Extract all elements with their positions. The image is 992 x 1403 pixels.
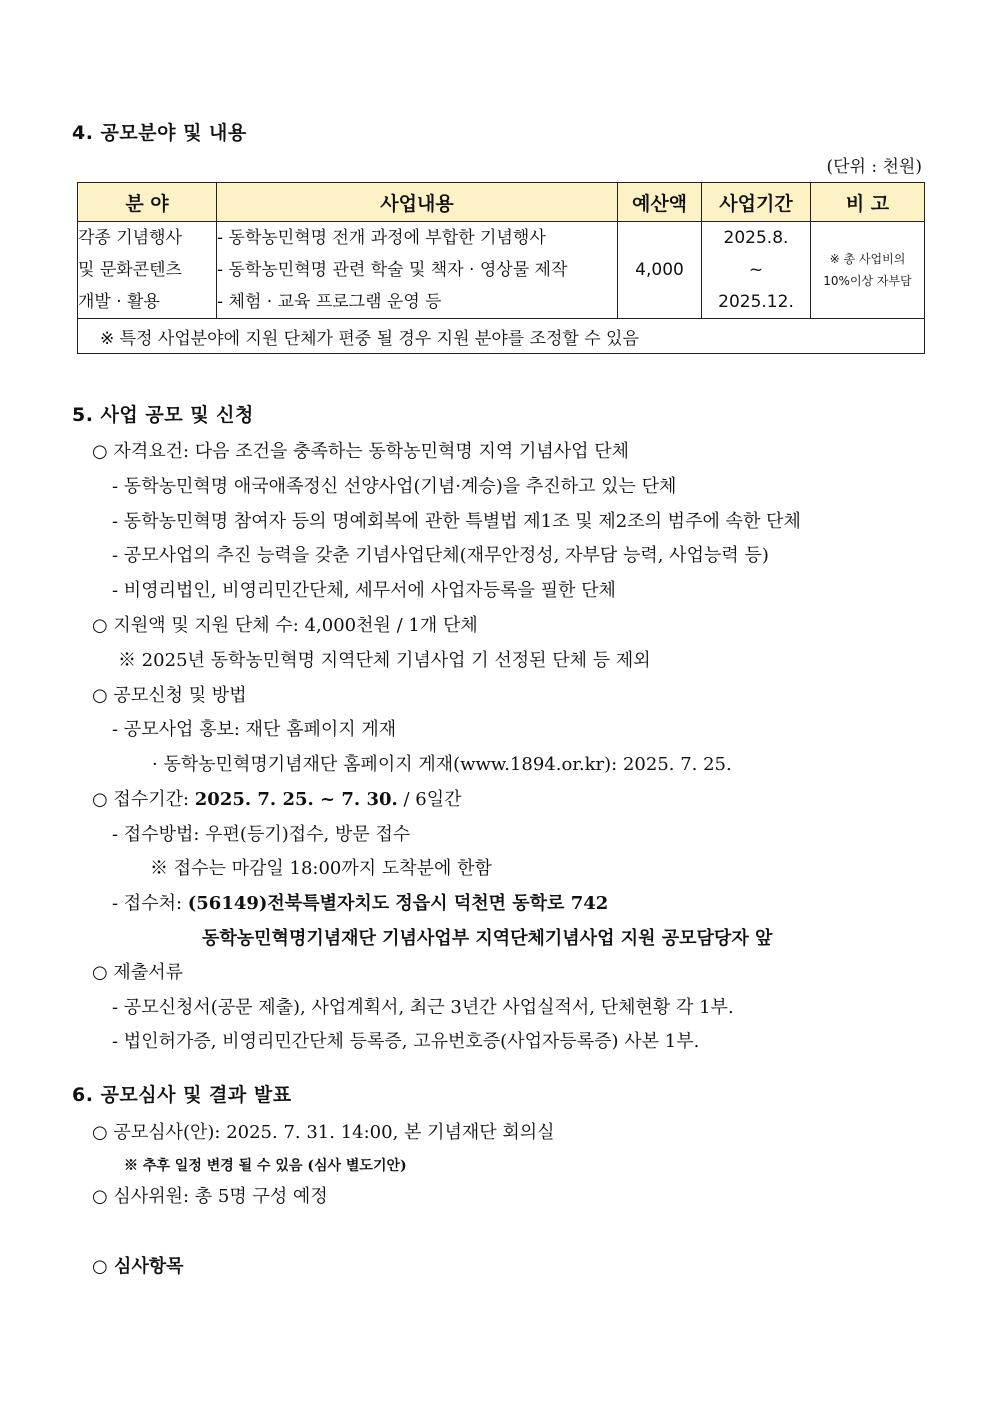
- section-5-title: 5. 사업 공모 및 신청: [72, 404, 254, 426]
- table-header-row: [78, 183, 925, 222]
- period-cell: [702, 222, 811, 319]
- reception-period-dates: 2025. 7. 25. ~ 7. 30.: [194, 789, 398, 810]
- review-items-heading: ○ 심사항목: [92, 1256, 184, 1277]
- support-amount: ○ 지원액 및 지원 단체 수: 4,000천원 / 1개 단체: [92, 615, 478, 636]
- header-content: 사업내용: [217, 183, 618, 222]
- period-end: 2025.12.: [718, 292, 794, 312]
- field-cell: [78, 222, 217, 319]
- field-line: 각종 기념행사: [78, 228, 182, 248]
- qualification-item: - 비영리법인, 비영리민간단체, 세무서에 사업자등록을 필한 단체: [112, 580, 616, 601]
- content-cell: [217, 222, 618, 319]
- content-line: - 동학농민혁명 전개 과정에 부합한 기념행사: [217, 228, 546, 248]
- table-note: ※ 특정 사업분야에 지원 단체가 편중 될 경우 지원 분야를 조정할 수 있음: [78, 319, 925, 354]
- documents-heading: ○ 제출서류: [92, 962, 183, 983]
- period-sep: ~: [748, 260, 764, 280]
- header-budget: 예산액: [618, 183, 702, 222]
- deadline-note: ※ 접수는 마감일 18:00까지 도착분에 한함: [150, 858, 492, 879]
- document-item: - 공모신청서(공문 제출), 사업계획서, 최근 3년간 사업실적서, 단체현황 각 1부.: [112, 997, 734, 1018]
- qualification-heading: ○ 자격요건: 다음 조건을 충족하는 동학농민혁명 지역 기념사업 단체: [92, 441, 630, 462]
- support-exclusion-note: ※ 2025년 동학농민혁명 지역단체 기념사업 기 선정된 단체 등 제외: [118, 650, 651, 671]
- remark-line: ※ 총 사업비의: [829, 252, 906, 266]
- promotion-item: - 공모사업 홍보: 재단 홈페이지 게재: [112, 719, 397, 740]
- review-committee: ○ 심사위원: 총 5명 구성 예정: [92, 1186, 328, 1207]
- reception-address-value: (56149)전북특별자치도 정읍시 덕천면 동학로 742: [187, 893, 609, 914]
- content-line: - 체험 · 교육 프로그램 운영 등: [217, 292, 442, 312]
- application-method-heading: ○ 공모신청 및 방법: [92, 685, 247, 706]
- reception-method: - 접수방법: 우편(등기)접수, 방문 접수: [112, 824, 411, 845]
- reception-period: [92, 785, 462, 811]
- table-note-row: [78, 319, 925, 354]
- qualification-item: - 공모사업의 추진 능력을 갖춘 기념사업단체(재무안정성, 자부담 능력, 사업능력 등): [112, 545, 769, 566]
- qualification-item: - 동학농민혁명 애국애족정신 선양사업(기념·계승)을 추진하고 있는 단체: [112, 476, 677, 497]
- project-table: [77, 182, 925, 354]
- qualification-item: - 동학농민혁명 참여자 등의 명예회복에 관한 특별법 제1조 및 제2조의 범주에 속한 단체: [112, 511, 801, 532]
- budget-cell: 4,000: [618, 222, 702, 319]
- remark-cell: [811, 222, 925, 319]
- review-change-note: ※ 추후 일정 변경 될 수 있음 (심사 별도기안): [124, 1158, 407, 1174]
- reception-address: [112, 889, 608, 915]
- remark-line: 10%이상 자부담: [823, 274, 912, 288]
- reception-period-days: / 6일간: [397, 789, 462, 810]
- homepage-posting: · 동학농민혁명기념재단 홈페이지 게재(www.1894.or.kr): 2025. 7. 25.: [152, 754, 732, 775]
- unit-label: (단위 : 천원): [826, 157, 922, 177]
- reception-recipient: 동학농민혁명기념재단 기념사업부 지역단체기념사업 지원 공모담당자 앞: [202, 928, 773, 949]
- field-line: 개발 · 활용: [78, 292, 160, 312]
- field-line: 및 문화콘텐츠: [78, 260, 182, 280]
- header-remark: 비 고: [811, 183, 925, 222]
- content-line: - 동학농민혁명 관련 학술 및 책자 · 영상물 제작: [217, 260, 568, 280]
- period-start: 2025.8.: [723, 228, 789, 248]
- reception-address-label: - 접수처:: [112, 893, 188, 914]
- table-row: [78, 222, 925, 319]
- header-field: 분 야: [78, 183, 217, 222]
- reception-period-label: ○ 접수기간:: [92, 789, 195, 810]
- review-schedule: ○ 공모심사(안): 2025. 7. 31. 14:00, 본 기념재단 회의실: [92, 1122, 555, 1143]
- section-6-title: 6. 공모심사 및 결과 발표: [72, 1084, 292, 1106]
- document-item: - 법인허가증, 비영리민간단체 등록증, 고유번호증(사업자등록증) 사본 1부.: [112, 1031, 700, 1052]
- section-4-title: 4. 공모분야 및 내용: [72, 122, 247, 144]
- header-period: 사업기간: [702, 183, 811, 222]
